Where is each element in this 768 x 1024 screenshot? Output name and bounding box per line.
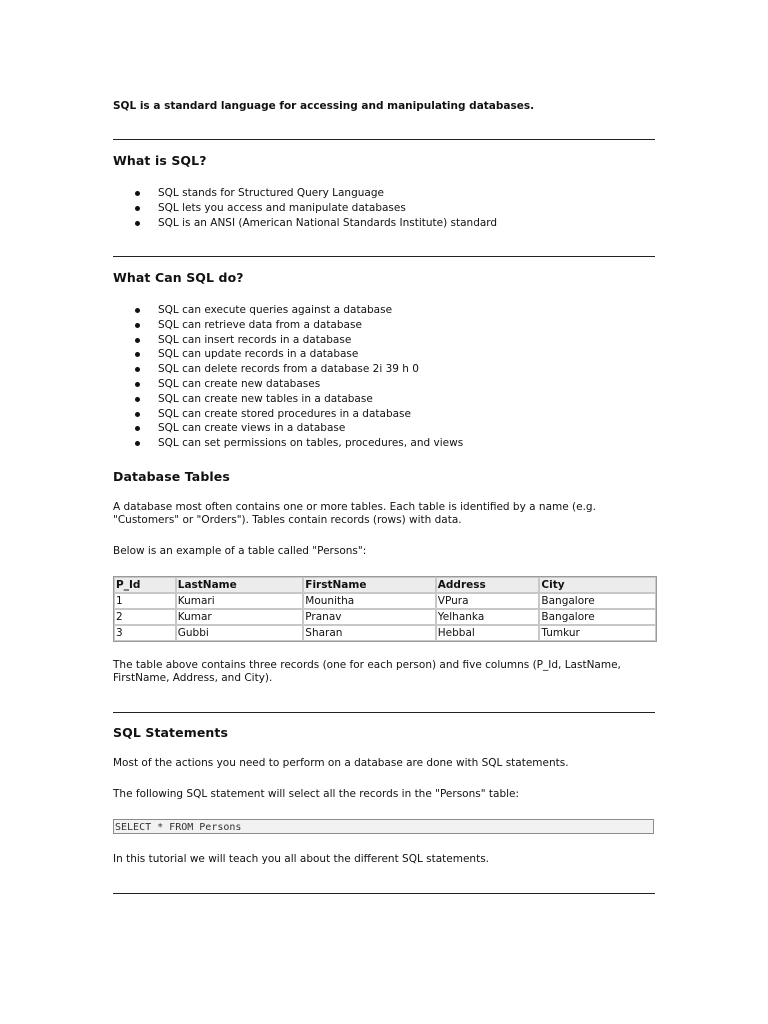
table-cell: 3 [114, 625, 176, 641]
divider [113, 256, 655, 257]
bullet-icon [135, 412, 140, 417]
table-cell: Tumkur [539, 625, 656, 641]
bullet-icon [135, 308, 140, 313]
table-cell: Gubbi [176, 625, 304, 641]
bullet-icon [135, 441, 140, 446]
table-summary-paragraph: The table above contains three records (one for each person) and five columns (P_Id, LastName, FirstName, Address, and City). [113, 659, 621, 684]
column-header: LastName [176, 577, 304, 593]
what-can-sql-do-list [113, 303, 463, 451]
table-cell: 2 [114, 609, 176, 625]
column-header: City [539, 577, 656, 593]
statements-paragraph: Most of the actions you need to perform on a database are done with SQL statements. [113, 757, 569, 769]
bullet-icon [135, 338, 140, 343]
table-cell: 1 [114, 593, 176, 609]
code-example: SELECT * FROM Persons [113, 819, 654, 834]
table-row [114, 593, 656, 609]
table-row [114, 609, 656, 625]
list-item: SQL can create new tables in a database [113, 392, 463, 407]
column-header: FirstName [303, 577, 436, 593]
list-item: SQL can create stored procedures in a database [113, 407, 463, 422]
bullet-icon [135, 221, 140, 226]
persons-table [113, 576, 657, 642]
bullet-icon [135, 323, 140, 328]
table-cell: Bangalore [539, 593, 656, 609]
list-item: SQL can create new databases [113, 377, 463, 392]
table-cell: Kumar [176, 609, 304, 625]
tutorial-paragraph: In this tutorial we will teach you all about the different SQL statements. [113, 853, 490, 865]
table-cell: Pranav [303, 609, 436, 625]
list-item: SQL is an ANSI (American National Standards Institute) standard [113, 216, 497, 231]
list-item: SQL can retrieve data from a database [113, 318, 463, 333]
table-cell: VPura [436, 593, 540, 609]
bullet-icon [135, 382, 140, 387]
list-item: SQL can delete records from a database 2i 39 h 0 [113, 362, 463, 377]
divider [113, 712, 655, 713]
bullet-icon [135, 426, 140, 431]
bullet-icon [135, 352, 140, 357]
intro-text: SQL is a standard language for accessing and manipulating databases. [113, 100, 535, 112]
heading-database-tables: Database Tables [113, 469, 230, 484]
what-is-sql-list [113, 186, 497, 230]
column-header: Address [436, 577, 540, 593]
bullet-icon [135, 206, 140, 211]
list-item: SQL can set permissions on tables, procedures, and views [113, 436, 463, 451]
list-item: SQL can insert records in a database [113, 333, 463, 348]
database-tables-paragraph: A database most often contains one or more tables. Each table is identified by a name (e.g. "Customers" or "Orders"). Tables contain records (rows) with data. [113, 501, 596, 526]
heading-what-can-sql-do: What Can SQL do? [113, 270, 244, 285]
select-intro-paragraph: The following SQL statement will select all the records in the "Persons" table: [113, 788, 520, 800]
bullet-icon [135, 191, 140, 196]
bullet-icon [135, 367, 140, 372]
table-cell: Bangalore [539, 609, 656, 625]
table-cell: Sharan [303, 625, 436, 641]
divider [113, 139, 655, 140]
table-cell: Kumari [176, 593, 304, 609]
list-item: SQL can update records in a database [113, 347, 463, 362]
column-header: P_Id [114, 577, 176, 593]
heading-sql-statements: SQL Statements [113, 725, 229, 740]
table-header-row [114, 577, 656, 593]
list-item: SQL stands for Structured Query Language [113, 186, 497, 201]
table-cell: Mounitha [303, 593, 436, 609]
table-intro-paragraph: Below is an example of a table called "Persons": [113, 545, 367, 557]
bullet-icon [135, 397, 140, 402]
table-row [114, 625, 656, 641]
divider [113, 893, 655, 894]
list-item: SQL can create views in a database [113, 421, 463, 436]
table-cell: Yelhanka [436, 609, 540, 625]
list-item: SQL can execute queries against a database [113, 303, 463, 318]
list-item: SQL lets you access and manipulate databases [113, 201, 497, 216]
table-cell: Hebbal [436, 625, 540, 641]
heading-what-is-sql: What is SQL? [113, 153, 207, 168]
